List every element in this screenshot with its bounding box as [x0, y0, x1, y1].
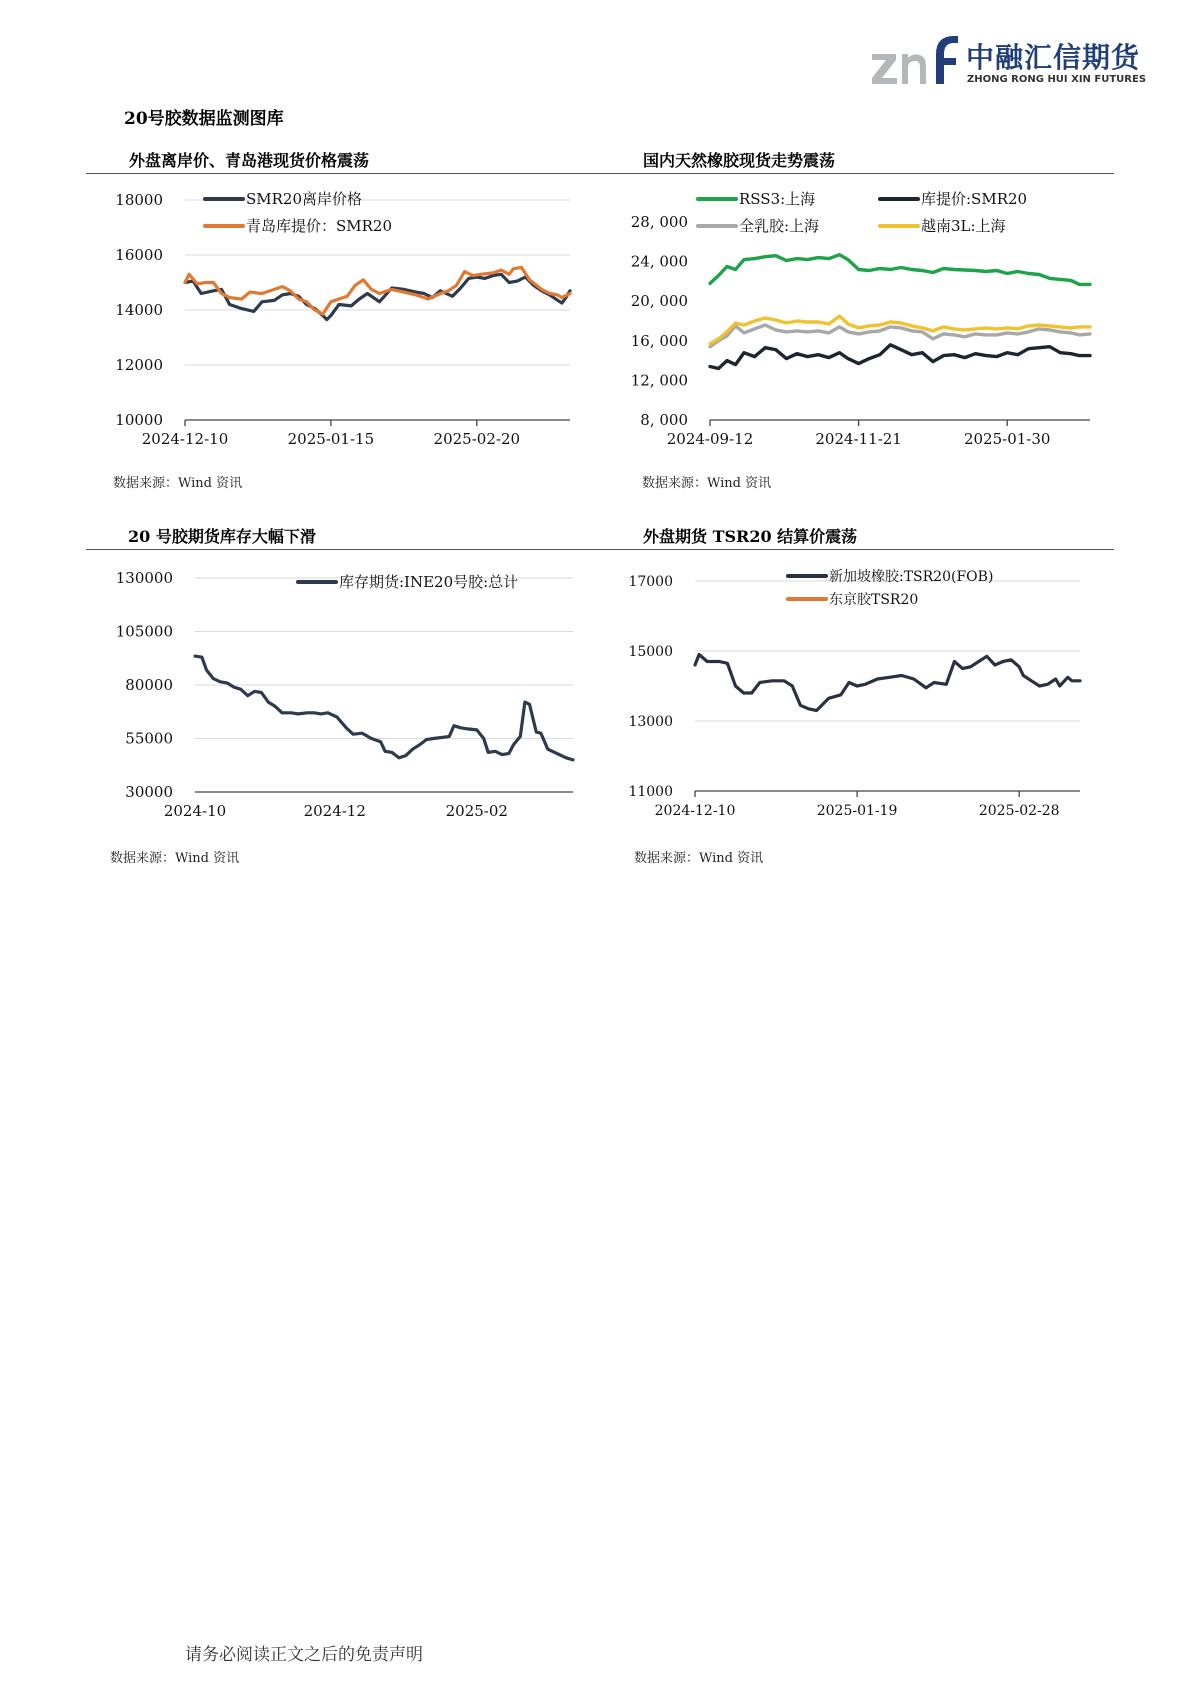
y-tick-label: 18000: [115, 191, 163, 209]
panel-rule-bottom: [86, 549, 1114, 550]
panel-title-domestic-spot: 国内天然橡胶现货走势震荡: [643, 151, 836, 170]
y-tick-label: 15000: [628, 644, 673, 660]
chart-domestic-natural-rubber-spot: [610, 180, 1130, 470]
legend-label: 库存期货:INE20号胶:总计: [339, 573, 519, 591]
company-logo: [870, 28, 1147, 90]
data-source-note: 数据来源：Wind 资讯: [642, 476, 772, 491]
series-line-0: [195, 656, 573, 760]
data-source-note: 数据来源：Wind 资讯: [634, 851, 764, 866]
y-tick-label: 105000: [115, 622, 173, 641]
y-tick-label: 17000: [628, 574, 673, 590]
y-tick-label: 14000: [115, 301, 163, 319]
x-tick-label: 2024-12-10: [654, 803, 736, 819]
y-tick-label: 130000: [115, 569, 173, 587]
chart-tsr20-settlement-price: [610, 556, 1130, 841]
y-tick-label: 24, 000: [630, 252, 688, 271]
panel-title-offshore-price: 外盘离岸价、青岛港现货价格震荡: [129, 151, 370, 170]
y-tick-label: 55000: [125, 729, 173, 748]
x-tick-label: 2025-01-19: [816, 803, 898, 819]
y-tick-label: 28, 000: [630, 213, 688, 231]
x-tick-label: 2024-12-10: [141, 430, 229, 448]
y-tick-label: 80000: [125, 676, 173, 694]
data-source-note: 数据来源：Wind 资讯: [113, 476, 243, 491]
znf-logo-mark: [870, 28, 960, 90]
series-line-2: [710, 325, 1090, 347]
legend-label: 全乳胶:上海: [739, 217, 820, 235]
x-tick-label: 2024-12: [303, 802, 366, 820]
y-tick-label: 20, 000: [630, 292, 688, 311]
x-tick-label: 2025-02-28: [978, 803, 1060, 819]
legend-label: 越南3L:上海: [921, 217, 1006, 235]
y-tick-label: 11000: [628, 784, 673, 800]
y-tick-label: 16000: [115, 246, 163, 264]
legend-label: 青岛库提价：SMR20: [246, 217, 393, 235]
legend-label: RSS3:上海: [739, 190, 816, 208]
y-tick-label: 16, 000: [630, 331, 688, 350]
series-line-0: [695, 655, 1080, 711]
x-tick-label: 2024-11-21: [815, 430, 902, 448]
panel-rule-top: [86, 173, 1114, 174]
series-line-1: [185, 267, 570, 314]
series-line-1: [710, 345, 1090, 369]
y-tick-label: 12, 000: [630, 371, 688, 390]
data-source-note: 数据来源：Wind 资讯: [110, 851, 240, 866]
x-tick-label: 2025-02-20: [433, 430, 521, 448]
x-tick-label: 2025-02: [445, 802, 508, 820]
panel-title-tsr20-settlement: 外盘期货 TSR20 结算价震荡: [643, 527, 858, 546]
y-tick-label: 30000: [125, 783, 173, 801]
disclaimer-footer: 请务必阅读正文之后的免责声明: [185, 1645, 423, 1665]
section-title: 20号胶数据监测图库: [124, 109, 284, 129]
panel-title-futures-inventory: 20 号胶期货库存大幅下滑: [128, 527, 316, 546]
legend-label: SMR20离岸价格: [246, 190, 363, 208]
chart-offshore-qingdao-price: [100, 180, 600, 470]
series-line-0: [710, 255, 1090, 285]
legend-label: 东京胶TSR20: [829, 592, 919, 608]
y-tick-label: 13000: [628, 714, 673, 730]
y-tick-label: 12000: [115, 356, 163, 374]
y-tick-label: 8, 000: [640, 411, 688, 429]
x-tick-label: 2024-09-12: [666, 430, 754, 448]
legend-label: 新加坡橡胶:TSR20(FOB): [829, 569, 994, 585]
legend-label: 库提价:SMR20: [921, 190, 1028, 208]
y-tick-label: 10000: [115, 411, 163, 429]
brand-name-cn: 中融汇信期货: [966, 41, 1141, 74]
brand-name-en: ZHONG RONG HUI XIN FUTURES: [967, 74, 1147, 85]
chart-ine20-futures-inventory: [100, 556, 600, 841]
x-tick-label: 2024-10: [163, 802, 227, 820]
x-tick-label: 2025-01-30: [963, 430, 1051, 448]
x-tick-label: 2025-01-15: [287, 430, 375, 448]
